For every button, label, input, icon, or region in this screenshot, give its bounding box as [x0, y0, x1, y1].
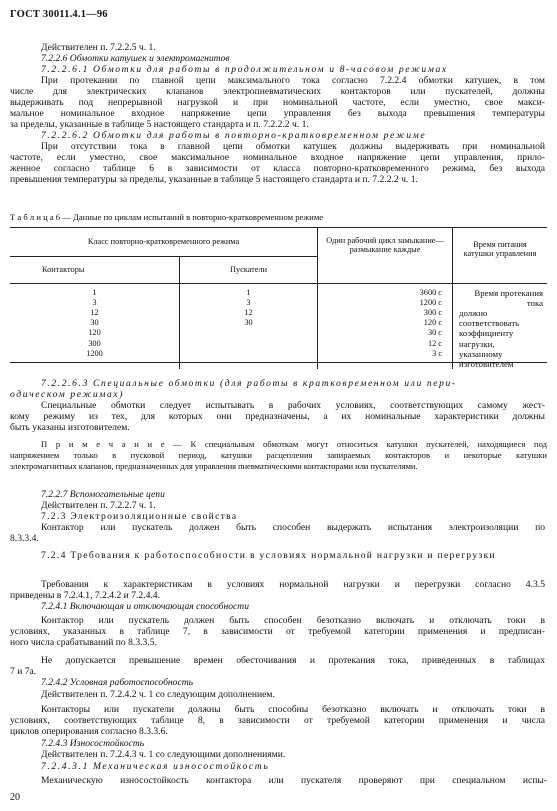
- paragraph-line: выдерживать под непрерывной нагрузкой и при номинальной частоте, если уместно, свое макси-: [10, 97, 545, 108]
- paragraph-line: Контакторы или пускатели должны быть способны безотказно включать и отключать токи в: [41, 704, 545, 715]
- page-number: 20: [10, 792, 20, 803]
- paragraph-line: Контактор или пускатель должен быть способен выдержать испытания электроизоляции по: [41, 522, 545, 533]
- header-time: Время питания катушки управления: [453, 228, 548, 283]
- cycle-value: 30 с: [427, 328, 442, 338]
- paragraph-line: Действителен п. 7.2.2.7 ч. 1.: [41, 500, 156, 511]
- time-text: указанному изготовителем: [459, 348, 514, 369]
- contactor-class: 1200: [86, 348, 103, 358]
- section-heading: 7.2.2.7 Вспомогательные цепи: [41, 489, 165, 500]
- paragraph-line: При отсутствии тока в главной цепи обмотки катушек должны выдерживать при номинальной: [41, 141, 545, 152]
- note-line: электромагнитных клапанов, предназначенных для управления пневматическими контакторами или пускателями.: [10, 461, 418, 471]
- section-heading: 7.2.4.2 Условная работоспособность: [41, 677, 194, 688]
- section-heading: 7.2.2.6.2 Обмотки для работы в повторно-кратковременном режиме: [41, 130, 427, 141]
- paragraph-line: превышения температуры за пределы, указанные в таблице 5 настоящего стандарта и п. 7.2.2.2 ч. 1.: [10, 174, 418, 185]
- header-cycle: Один рабочий цикл замыкание—размыкание каждые: [318, 228, 453, 283]
- table-caption: Т а б л и ц а 6 — Данные по циклам испытаний в повторно-кратковременном режиме: [10, 212, 324, 222]
- paragraph-line: числе для электрических клапанов электропневматических контакторов или пускателей, должны: [10, 86, 545, 97]
- paragraph-line: Не допускается превышение времен обесточивания и протекания тока, приведенных в таблицах: [41, 655, 545, 666]
- section-heading: 7.2.2.6.1 Обмотки для работы в продолжительном и 8-часовом режимах: [41, 64, 448, 75]
- section-heading: 7.2.2.6.3 Специальные обмотки (для работы в кратковременном или пери-: [41, 378, 457, 389]
- paragraph-line: циклов оперирования согласно 8.3.3.6.: [10, 726, 168, 737]
- paragraph-line: быть указаны изготовителем.: [10, 422, 130, 433]
- section-heading: 7.2.4.1 Включающая и отключающая способности: [41, 601, 250, 612]
- contactor-class: 1: [92, 287, 97, 297]
- starter-class: 1: [246, 287, 251, 297]
- paragraph-line: условиях, указанных в таблице 7, в зависимости от требуемой категории применения и предписан-: [10, 626, 545, 637]
- paragraph-line: Действителен п. 7.2.2.5 ч. 1.: [41, 42, 156, 53]
- time-text: Время протекания тока: [474, 287, 543, 308]
- cycle-value: 3600 с: [419, 287, 442, 297]
- starter-class: 12: [244, 307, 253, 317]
- contactor-class: 3: [92, 297, 97, 307]
- paragraph-line: кому режиму из тех, для которых они предназначены, а их номинальные характеристики должны: [10, 411, 545, 422]
- note-line: П р и м е ч а н и е — К специальным обмоткам могут относиться катушки пускателей, находящиеся под: [41, 439, 547, 449]
- header-class: Класс повторно-кратковременного режима: [10, 228, 318, 256]
- paragraph-line: При протекании по главной цепи максимального тока согласно 7.2.2.4 обмотки катушек, в том: [41, 75, 545, 86]
- cycle-value: 120 с: [423, 318, 442, 328]
- header-starters: Пускатели: [180, 256, 318, 283]
- paragraph-line: приведены в 7.2.4.1, 7.2.4.2 и 7.2.4.4.: [10, 590, 160, 601]
- section-heading: 7.2.4.3 Износостойкость: [41, 738, 145, 749]
- paragraph-line: 8.3.3.4.: [10, 533, 39, 544]
- paragraph-line: частоте, если уместно, свое максимальное номинальное входное напряжение цепи управления, прило-: [10, 152, 545, 163]
- contactor-class: 12: [90, 307, 99, 317]
- paragraph-line: Действителен п. 7.2.4.3 ч. 1 со следующими дополнениями.: [41, 749, 286, 760]
- paragraph-line: женное согласно таблице 6 в зависимости от класса повторно-кратковременного режима, без выхода: [10, 163, 545, 174]
- section-heading: 7.2.4.3.1 Механическая износостойкость: [41, 761, 270, 772]
- time-text: коэффициенту нагрузки,: [459, 328, 514, 349]
- contactor-class: 300: [88, 338, 101, 348]
- cycle-value: 1200 с: [419, 297, 442, 307]
- paragraph-line: за пределы, указанные в таблице 5 настоящего стандарта и п. 7.2.2.2 ч. 1.: [10, 119, 309, 130]
- paragraph-line: Требования к характеристикам в условиях нормальной нагрузки и перегрузки согласно 4.3.5: [41, 579, 545, 590]
- cycle-value: 300 с: [423, 307, 442, 317]
- starter-class: 3: [246, 297, 251, 307]
- contactor-class: 120: [88, 328, 101, 338]
- section-heading: 7.2.3 Электроизоляционные свойства: [41, 511, 238, 522]
- contactor-class: 30: [90, 318, 99, 328]
- paragraph-line: Действителен п. 7.2.4.2 ч. 1 со следующим дополнением.: [41, 689, 275, 700]
- paragraph-line: Контактор или пускатель должен быть способен безотказно включать и отключать токи в: [41, 615, 545, 626]
- table-bottom-rule: [10, 362, 547, 363]
- cycle-value: 3 с: [432, 348, 442, 358]
- section-heading: одическом режимах): [10, 389, 125, 400]
- section-heading: 7.2.4 Требования к работоспособности в условиях нормальной нагрузки и перегрузки: [41, 550, 496, 561]
- paragraph-line: условиях, соответствующих таблице 8, в зависимости от требуемой категории применения и числа: [10, 715, 545, 726]
- table-6: [10, 228, 547, 369]
- paragraph-line: 7 и 7а.: [10, 666, 37, 677]
- paragraph-line: ного числа срабатываний по 8.3.3.5.: [10, 637, 157, 648]
- starter-class: 30: [244, 318, 253, 328]
- time-text: должно соответствовать: [459, 307, 520, 329]
- note-line: напряжением только в пусковой период, катушки расцепления запираемых контакторов и некоторые катушки: [10, 450, 547, 460]
- paragraph-line: мальное номинальное входное напряжение цепи управления без выхода превышения температуры: [10, 108, 545, 119]
- paragraph-line: Специальные обмотки следует испытывать в рабочих условиях, соответствующих самому жест-: [41, 400, 545, 411]
- paragraph-line: Механическую износостойкость контактора или пускателя проверяют при специальном испы-: [41, 775, 547, 786]
- document-header: ГОСТ 30011.4.1—96: [10, 9, 108, 20]
- section-heading: 7.2.2.6 Обмотки катушек и электромагнитов: [41, 53, 230, 64]
- cycle-value: 12 с: [427, 338, 442, 348]
- header-contactors: Контакторы: [10, 256, 180, 283]
